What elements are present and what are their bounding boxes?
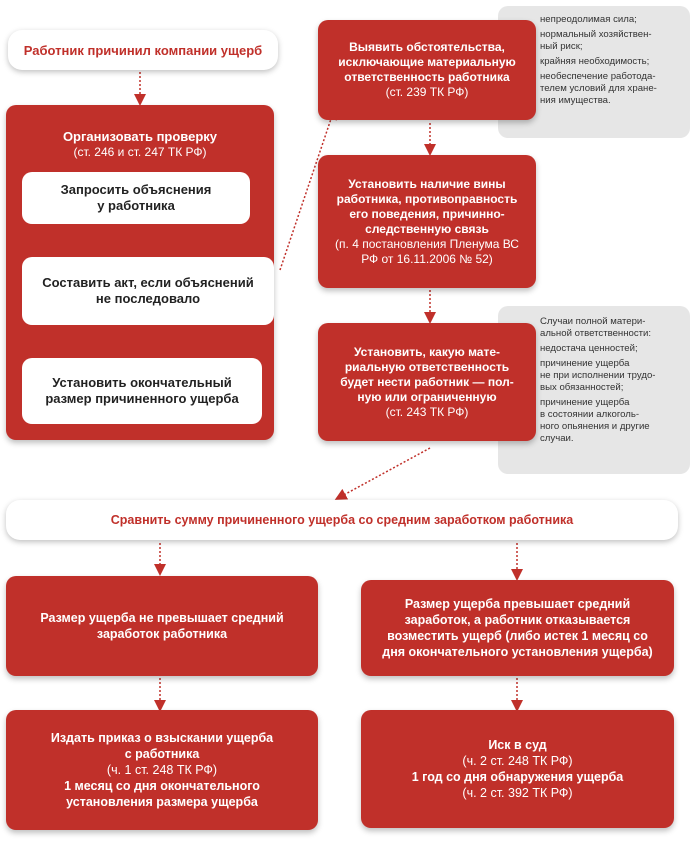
action-order: Издать приказ о взыскании ущерба с работника (ч. 1 ст. 248 ТК РФ) 1 месяц со дня окончательного установления размера ущерба (6, 710, 318, 830)
check-ref: (ст. 246 и ст. 247 ТК РФ) (73, 145, 207, 159)
condition-exceeds: Размер ущерба превышает средний заработок, а работник отказывается возместить ущерб (либо истек 1 месяц со дня окончательного установления ущерба) (361, 580, 674, 676)
check-step-explanations: Запросить объяснения у работника (22, 172, 250, 224)
start-text: Работник причинил компании ущерб (23, 42, 263, 58)
arrow-right3-to-compare (340, 448, 430, 497)
start-node (8, 30, 278, 70)
note-item: причинение ущерба не при исполнении трудо- вых обязанностей; (540, 358, 656, 393)
note-item: причинение ущерба в состоянии алкоголь- ного опьянения и другие случаи. (540, 397, 650, 444)
check-title: Организовать проверку (62, 129, 218, 144)
note-item: нормальный хозяйствен- ный риск; (540, 29, 652, 52)
check-step-act: Составить акт, если объяснений не последовало (22, 257, 274, 325)
note-item: недостача ценностей; (540, 343, 638, 354)
condition-not-exceeds: Размер ущерба не превышает средний заработок работника (6, 576, 318, 676)
compare-node (6, 500, 678, 540)
note-item: необеспечение работода- телем условий для хране- ния имущества. (540, 71, 657, 106)
step-liability-type: Установить, какую мате- риальную ответственность будет нести работник — пол- ную или ограниченную (ст. 243 ТК РФ) (318, 323, 536, 441)
note-item: Случаи полной матери- альной ответственности: (540, 316, 652, 339)
compare-text: Сравнить сумму причиненного ущерба со средним заработком работника (110, 513, 574, 527)
check-step-final-amount: Установить окончательный размер причиненного ущерба (22, 358, 262, 424)
action-court: Иск в суд (ч. 2 ст. 248 ТК РФ) 1 год со дня обнаружения ущерба (ч. 2 ст. 392 ТК РФ) (361, 710, 674, 828)
note-item: крайняя необходимость; (540, 56, 650, 67)
step-exclusion-circumstances: Выявить обстоятельства, исключающие материальную ответственность работника (ст. 239 ТК РФ) (318, 20, 536, 120)
note-item: непреодолимая сила; (540, 14, 637, 25)
step-guilt-establishment: Установить наличие вины работника, противоправность его поведения, причинно- следственную связь (п. 4 постановления Пленума ВС РФ от 16.11.2006 № 52) (318, 155, 536, 288)
